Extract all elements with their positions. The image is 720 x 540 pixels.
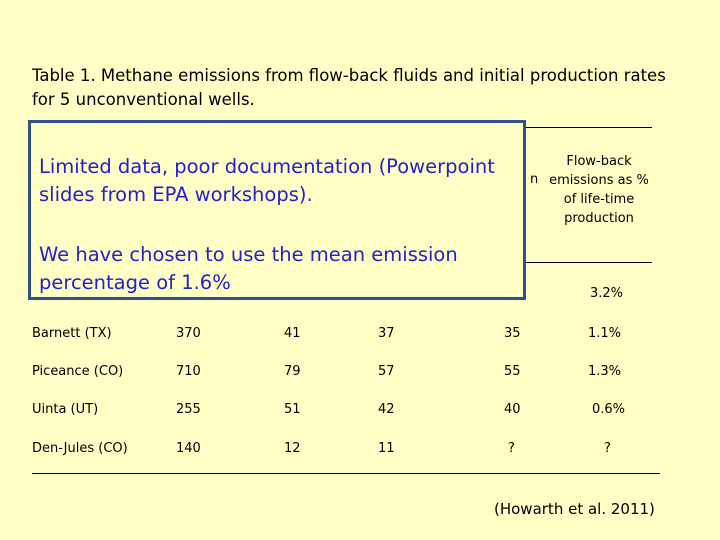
- row-3-basin: Uinta (UT): [32, 402, 99, 417]
- overlay-note-data-quality: Limited data, poor documentation (Powerpoint slides from EPA workshops).: [39, 155, 495, 206]
- annotation-overlay-box: [28, 120, 526, 300]
- row-2-c2: 79: [284, 364, 301, 379]
- row-1-c4: 35: [504, 326, 521, 341]
- row-4-c1: 140: [176, 441, 201, 456]
- row-1-c3: 37: [378, 326, 395, 341]
- header-flowback-percent: Flow-back emissions as % of life-time production: [549, 154, 649, 226]
- row-4-c4: ?: [508, 441, 515, 456]
- row-4-pct: ?: [604, 441, 611, 456]
- row-2-c1: 710: [176, 364, 201, 379]
- row-2-basin: Piceance (CO): [32, 364, 124, 379]
- overlay-note-mean-emission: We have chosen to use the mean emission percentage of 1.6%: [39, 243, 458, 294]
- header-fragment: n: [530, 172, 539, 187]
- row-3-c4: 40: [504, 402, 521, 417]
- table-bottom-rule: [32, 473, 660, 474]
- row-2-pct: 1.3%: [588, 364, 622, 379]
- row-4-basin: Den-Jules (CO): [32, 441, 128, 456]
- row-4-c2: 12: [284, 441, 301, 456]
- citation: (Howarth et al. 2011): [494, 500, 655, 518]
- row-3-c3: 42: [378, 402, 395, 417]
- row-1-basin: Barnett (TX): [32, 326, 112, 341]
- row-0-pct: 3.2%: [590, 286, 624, 301]
- row-3-c1: 255: [176, 402, 201, 417]
- row-1-c2: 41: [284, 326, 301, 341]
- row-3-pct: 0.6%: [592, 402, 626, 417]
- table-title: Table 1. Methane emissions from flow-back fluids and initial production rates for 5 unconventional wells.: [32, 66, 666, 109]
- row-2-c3: 57: [378, 364, 395, 379]
- row-2-c4: 55: [504, 364, 521, 379]
- row-4-c3: 11: [378, 441, 395, 456]
- row-1-pct: 1.1%: [588, 326, 622, 341]
- row-3-c2: 51: [284, 402, 301, 417]
- row-1-c1: 370: [176, 326, 201, 341]
